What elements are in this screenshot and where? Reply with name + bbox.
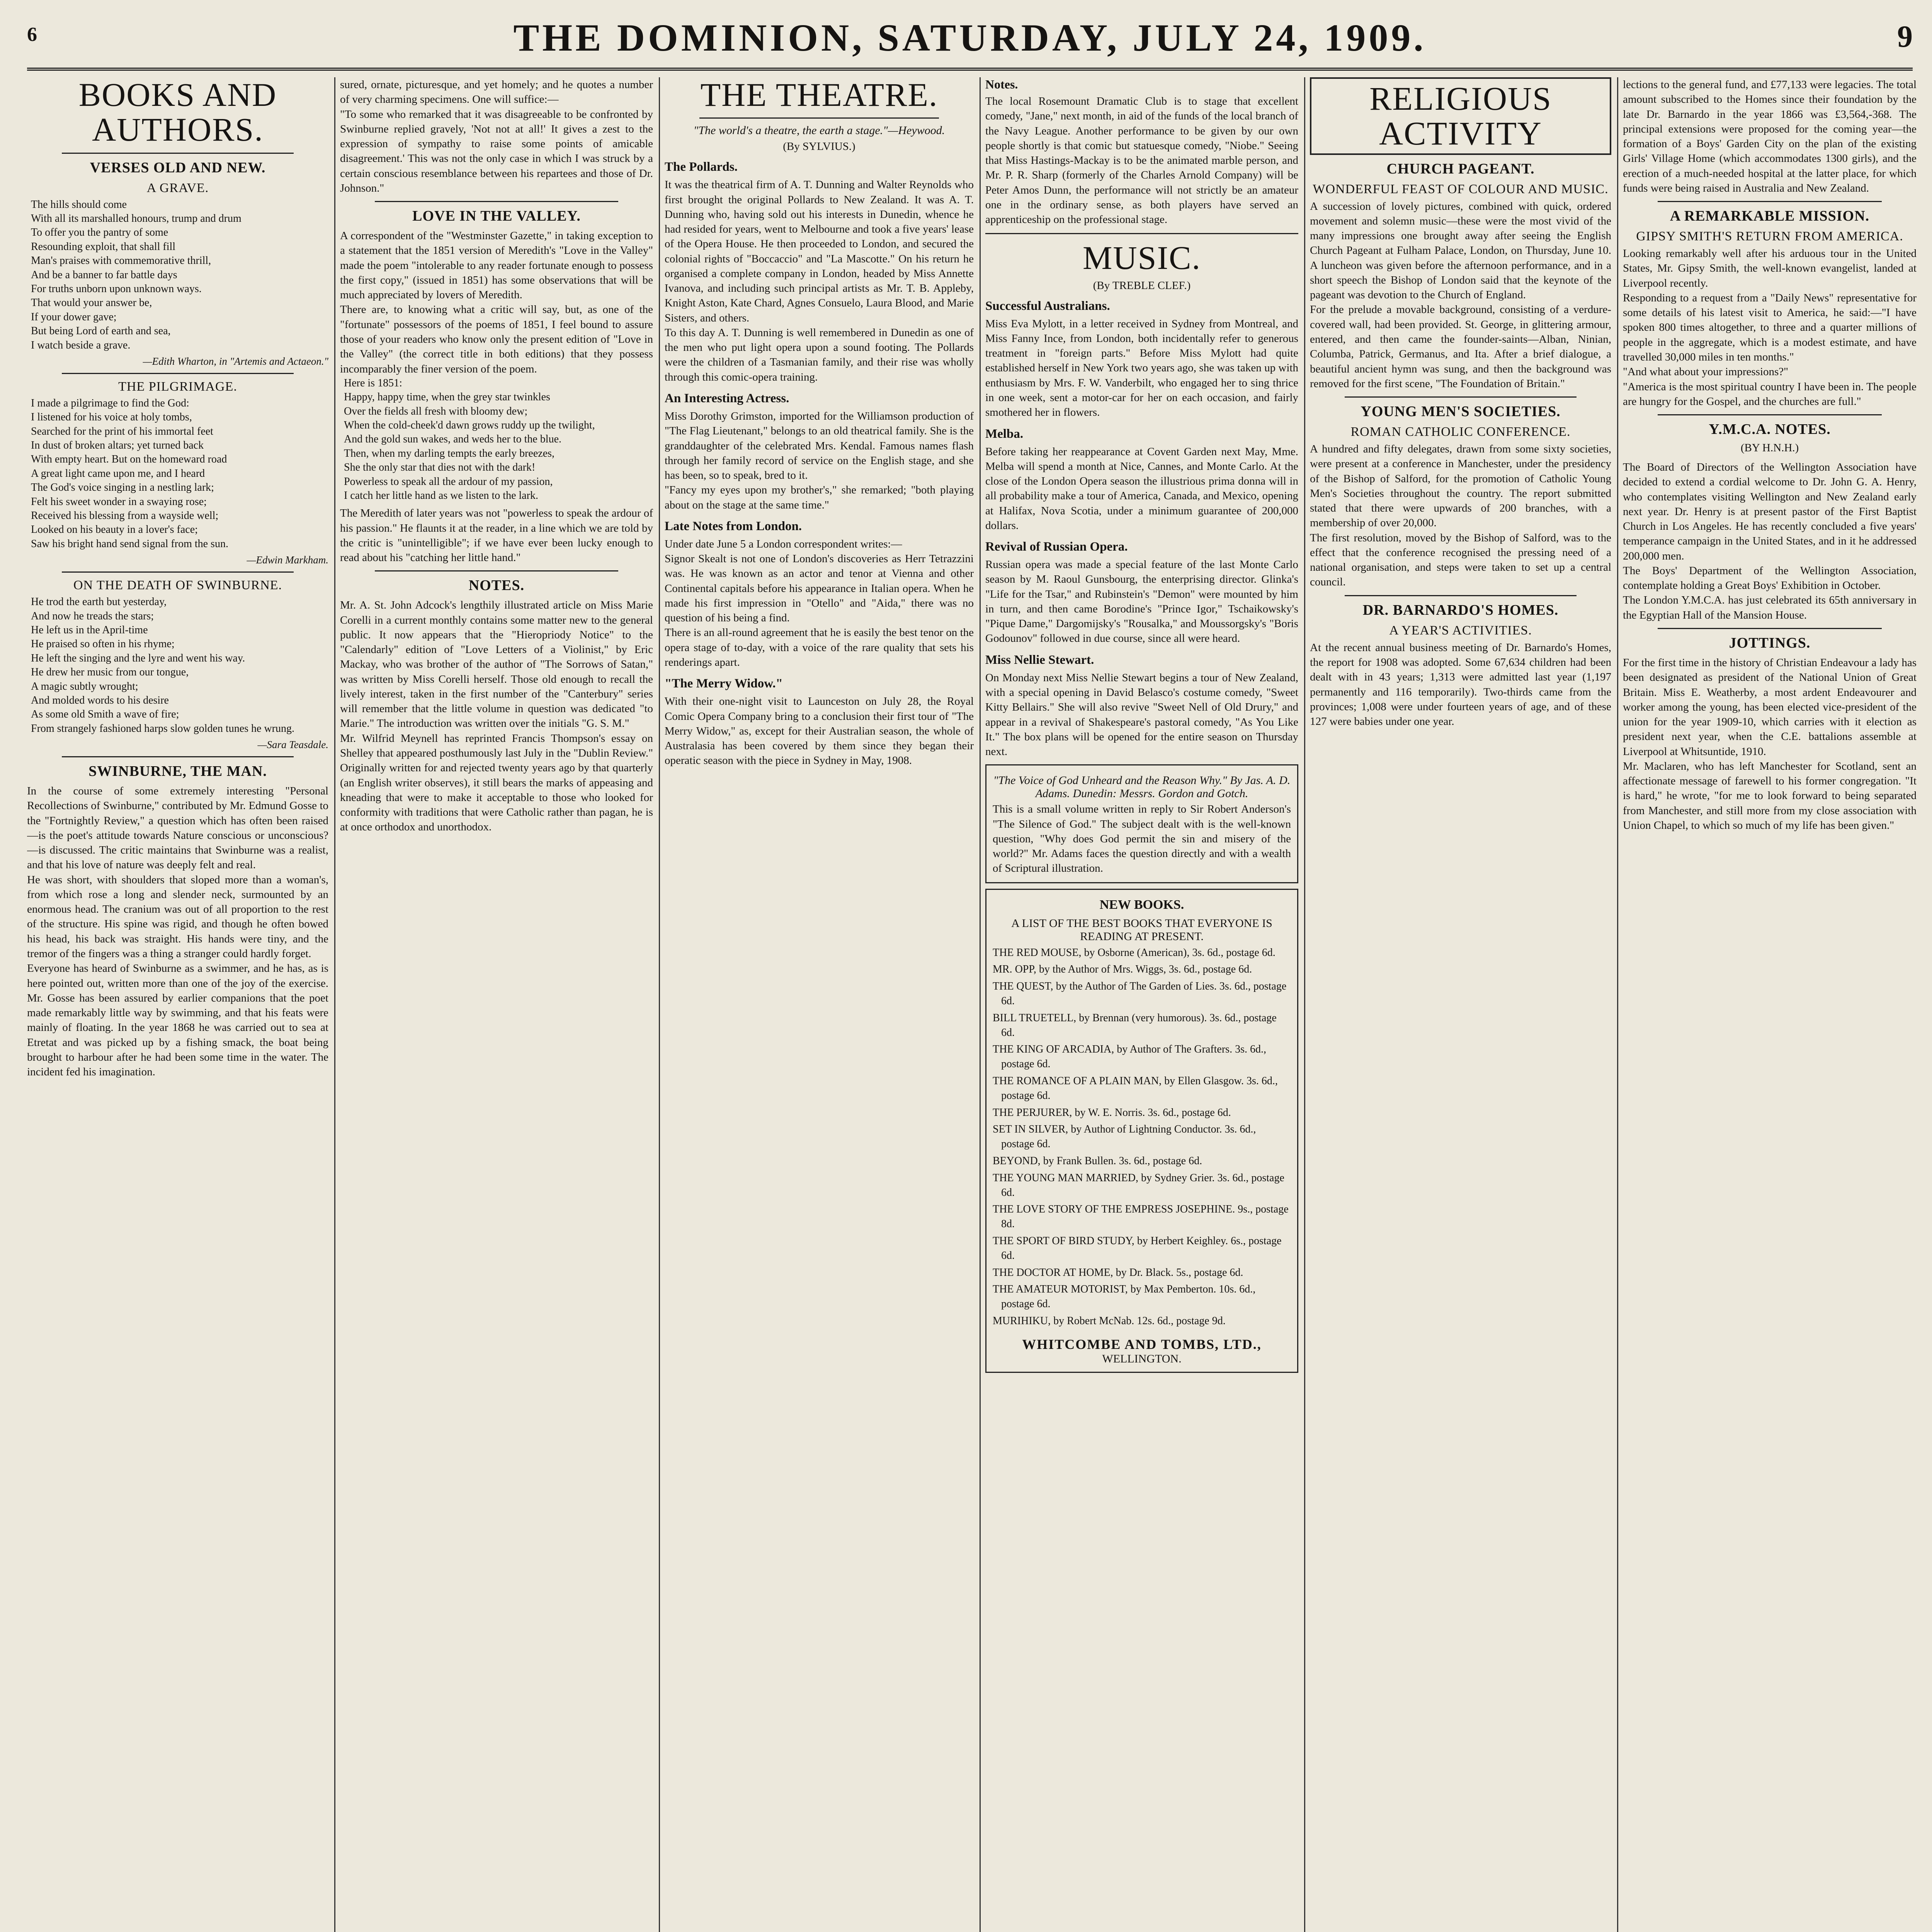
list-item: THE SPORT OF BIRD STUDY, by Herbert Keighley. 6s., postage 6d. <box>993 1235 1282 1262</box>
advert-subtitle: A LIST OF THE BEST BOOKS THAT EVERYONE IS READING AT PRESENT. <box>1011 917 1272 943</box>
subhead: Late Notes from London. <box>665 519 802 533</box>
rule <box>62 153 294 154</box>
heading: CHURCH PAGEANT. <box>1386 160 1535 177</box>
subhead: Miss Nellie Stewart. <box>985 653 1094 667</box>
poem-title-death-of-swinburne: ON THE DEATH OF SWINBURNE. <box>73 578 282 593</box>
subhead: Revival of Russian Opera. <box>985 540 1128 554</box>
heading: YOUNG MEN'S SOCIETIES. <box>1361 403 1561 420</box>
column-religious-continued <box>1623 77 1917 1932</box>
article-body: Miss Eva Mylott, in a letter received in Sydney from Montreal, and Miss Fanny Ince, from London, both incidentally refer to generous treatment in "foreign parts." Before Miss Mylott had quite established herself in New York two years ago, she was taken up with enthusiasm by Mrs. F. W. Vanderbilt, who engaged her to sing thrice in one week, sent a motor-car for her on each occasion, and fairly smothered her in flowers. <box>985 317 1298 419</box>
heading: JOTTINGS. <box>1729 634 1811 651</box>
byline: (By TREBLE CLEF.) <box>1093 279 1191 292</box>
page-number: 9 <box>1897 20 1913 54</box>
rule <box>1345 595 1577 596</box>
list-item: THE DOCTOR AT HOME, by Dr. Black. 5s., postage 6d. <box>993 1266 1243 1279</box>
rule <box>1658 414 1882 415</box>
list-item: THE LOVE STORY OF THE EMPRESS JOSEPHINE. 9s., postage 8d. <box>993 1203 1289 1230</box>
list-item: THE AMATEUR MOTORIST, by Max Pemberton. 10s. 6d., postage 6d. <box>993 1283 1256 1310</box>
subhead: "The Merry Widow." <box>665 677 783 691</box>
column-theatre <box>665 77 974 1932</box>
article-title-swinburne-the-man: SWINBURNE, THE MAN. <box>88 763 267 780</box>
article-body: Under date June 5 a London correspondent writes:— Signor Skealt is not one of London's discoveries as Herr Tetrazzini was. He was known as an actor and tenor at Vienna and other Continental capitals before his appearance in Italian opera. When he made his first impression in "Otello" and "Aida," there was no question of his being a find. There is an all-round agreement that he is easily the best tenor on the opera stage of to-day, with a voice of the rare quality that sets his renderings apart. <box>665 537 974 668</box>
rule <box>1658 628 1882 629</box>
column-divider <box>1304 77 1305 1932</box>
heading-verses: VERSES OLD AND NEW. <box>90 159 266 176</box>
column-divider <box>334 77 335 1932</box>
column-religious-activity <box>1310 77 1611 1932</box>
subhead: The Pollards. <box>665 160 738 174</box>
masthead-left: 6 <box>27 24 37 46</box>
masthead <box>27 15 1913 73</box>
column-books-continued <box>340 77 653 1932</box>
list-item: MR. OPP, by the Author of Mrs. Wiggs, 3s. 6d., postage 6d. <box>993 963 1252 976</box>
notes-body: Mr. A. St. John Adcock's lengthily illustrated article on Miss Marie Corelli in a current monthly contains some matter new to the general public. It now appears that the "Hieropriody Notice" to the "Calendarly" edition of "Love Letters of a Violinist," by Eric Mackay, who was brother of the author of "The Sorrows of Satan," was written by Miss Corelli herself. Those old enough to recall the lively interest, taken in the first number of the "Canterbury" series will remember that the little volume in question was dedicated "to Marie." The introduction was written over the initials "G. S. M." Mr. Wilfrid Meynell has reprinted Francis Thompson's essay on Shelley that appeared posthumously last July in the "Dublin Review." Originally written for and rejected twenty years ago by that quarterly (an English writer observes), it still bears the marks of appeasing and kneading that were to make it acceptable to those who looked for conformity with traditions that were Catholic rather than pagan, he is at once orthodox and unorthodox. <box>340 599 653 833</box>
article-body: It was the theatrical firm of A. T. Dunning and Walter Reynolds who first brought the original Pollards to New Zealand. It was A. T. Dunning who, having sold out his interests in Dunedin, whence he had resided for years, went to Melbourne and took a five years' lease of the Opera House. He then proceeded to London, and secured the colonial rights of "Boccaccio" and "La Mascotte." On his return he organised a complete company in London, headed by Miss Annette Ivanova, and including such principal artists as Mr. T. B. Appleby, Knight Aston, Kate Chard, Agnes Consuelo, Laura Blood, and Marie Sisters, and others. To this day A. T. Dunning is well remembered in Dunedin as one of the men who put light opera upon a sound footing. The Pollards were the children of a Tasmanian family, and their rise was wholly through this comic-opera training. <box>665 179 974 383</box>
poem-death-of-swinburne: He trod the earth but yesterday, And now he treads the stars; He left us in the April-time He praised so often in his rhyme; He left the singing and the lyre and went his way. He drew her music from our tongue, A magic subtly wrought; And molded words to his desire As some old Smith a wave of fire; From strangely fashioned harps slow golden tunes he wrung. <box>31 596 294 735</box>
subheading: WONDERFUL FEAST OF COLOUR AND MUSIC. <box>1313 182 1609 196</box>
byline: (By SYLVIUS.) <box>783 140 855 153</box>
list-item: BILL TRUETELL, by Brennan (very humorous). 3s. 6d., postage 6d. <box>993 1012 1277 1039</box>
column-divider <box>980 77 981 1932</box>
subhead: Melba. <box>985 427 1024 441</box>
review-title: "The Voice of God Unheard and the Reason Why." By Jas. A. D. Adams. Dunedin: Messrs. Gordon and Gotch. <box>993 774 1291 800</box>
list-item: MURIHIKU, by Robert McNab. 12s. 6d., postage 9d. <box>993 1315 1226 1327</box>
masthead-rule <box>27 68 1913 71</box>
section-title-religious: RELIGIOUS ACTIVITY <box>1310 77 1611 155</box>
article-body: Before taking her reappearance at Covent Garden next May, Mme. Melba will spend a month at Nice, Cannes, and Monte Carlo. At the close of the London Opera season the illustrious prima donna will in all probability make a tour of America, Canada, and Mexico, opening at Halifax, Nova Scotia, under a minimum guarantee of 200,000 dollars. <box>985 445 1298 532</box>
article-body: The Board of Directors of the Wellington Association have decided to extend a cordial welcome to Dr. John G. A. Henry, who contemplates visiting Wellington and New Zealand early next year. Dr. Henry is at present pastor of the First Baptist Church in Los Angeles. He has recently concluded a five years' temperance campaign in the United States, and in it he addressed 200,000 men. The Boys' Department of the Wellington Association, contemplate holding a Great Boys' Exhibition in October. The London Y.M.C.A. has just celebrated its 65th anniversary in the Egyptian Hall of the Mansion House. <box>1623 461 1917 621</box>
column-divider <box>659 77 660 1932</box>
poem-title-a-grave: A GRAVE. <box>146 180 209 195</box>
publisher-name: WHITCOMBE AND TOMBS, LTD., <box>1022 1336 1262 1352</box>
article-body: At the recent annual business meeting of Dr. Barnardo's Homes, the report for 1908 was adopted. Some 67,634 children had been dealt with in 43 years; 1,313 were admitted last year (1,197 permanently and 116 temporarily). Two-thirds came from the provinces; 1,008 were under fourteen years of age, and of these 127 were babies under one year. <box>1310 641 1611 728</box>
rule <box>62 571 294 573</box>
poem-a-grave: The hills should come With all its marshalled honours, trump and drum To offer you the pantry of some Resounding exploit, that shall fill Man's praises with commemorative thrill, And be a banner to far battle days For truths unborn upon unknown ways. That would your answer be, If your dower gave; But being Lord of earth and sea, I watch beside a grave. <box>31 198 242 351</box>
article-body: For the first time in the history of Christian Endeavour a lady has been designated as president of the National Union of Great Britain. Miss E. Weatherby, a most ardent Endeavourer and worker among the young, has been elected vice-president of the union for the year 1909-10, which carries with it election as president next year, when the C.E. battalions assemble at Liverpool at Whitsuntide, 1910. Mr. Maclaren, who has left Manchester for Scotland, sent an affectionate message of farewell to his former congregation. "It is hard," he wrote, "for me to look forward to being separated from Manchester, and still more from my close association with Union Chapel, to which so much of my life has been given." <box>1623 656 1917 832</box>
list-item: THE ROMANCE OF A PLAIN MAN, by Ellen Glasgow. 3s. 6d., postage 6d. <box>993 1075 1278 1102</box>
subhead: Successful Australians. <box>985 299 1110 313</box>
rule <box>699 117 939 119</box>
bookseller-advertisement <box>985 889 1298 1373</box>
rule <box>375 201 618 202</box>
byline: (BY H.N.H.) <box>1740 442 1799 454</box>
article-body: In the course of some extremely interesting "Personal Recollections of Swinburne," contributed by Mr. Edmund Gosse to the "Fortnightly Review," a question which has often been raised—is the poet's attitude towards Nature conscious or unconscious?—is discussed. The critic maintains that Swinburne was a realist, and that his love of nature was deeply felt and real. He was short, with shoulders that sloped more than a woman's, from which rose a long and slender neck, surmounted by an enormous head. The cranium was out of all proportion to the rest of the structure. His spine was rigid, and though he often bowed his head, his back was straight. His hands were tiny, and the tremor of the fingers was a thing a stranger could hardly forget. Everyone has heard of Swinburne as a swimmer, and he has, as is here pointed out, written more than one of the joy of the exercise. Mr. Gosse has been assured by earlier companions that the poet made remarkably little way by swimming, and that his feats were mainly of floating. In the year 1868 he was carried out to sea at Etretat and was picked up by a fishing smack, the boat being brought to harbour after he had been some time in the water. The incident fed his imagination. <box>27 785 328 1078</box>
section-title-theatre: THE THEATRE. <box>700 77 938 113</box>
epigraph: "The world's a theatre, the earth a stage."—Heywood. <box>693 124 945 137</box>
article-body: Russian opera was made a special feature of the last Monte Carlo season by M. Raoul Gunsbourg, the enterprising director. Glinka's "Life for the Tsar," and Rubinstein's "Demon" were mounted by him in turn, and then came Borodine's "Prince Igor," Tschaikowsky's "Pique Dame," Dargomijsky's "Rousalka," and Moussorgsky's "Boris Godounov" followed in due course, since all were heard. <box>985 558 1298 645</box>
subheading: GIPSY SMITH'S RETURN FROM AMERICA. <box>1636 229 1903 244</box>
article-body: A succession of lovely pictures, combined with quick, ordered movement and solemn music—these were the most vivid of the many impressions one brought away after seeing the English Church Pageant at Fulham Palace, London, on Thursday, June 10. A luncheon was given before the afternoon performance, and in a short speech the Bishop of London said that the keynote of the pageant was devotion to the Church of England. For the prelude a movable background, consisting of a verdure-covered wall, had been provided. St. George, in glittering armour, entered, and then came the founder-saints—Alban, Ninian, Columba, Patrick, Germanus, and Ita. After a brief dialogue, a beautiful ancient hymn was sung, and then the background was removed for the first scene, "The Foundation of Britain." <box>1310 200 1611 390</box>
poem-attribution: —Edith Wharton, in "Artemis and Actaeon." <box>143 355 328 367</box>
section-title-books: BOOKS AND AUTHORS. <box>78 77 277 148</box>
column-books-and-authors <box>27 77 328 1932</box>
list-item: THE KING OF ARCADIA, by Author of The Grafters. 3s. 6d., postage 6d. <box>993 1043 1266 1070</box>
heading: Y.M.C.A. NOTES. <box>1709 421 1831 438</box>
list-item: THE QUEST, by the Author of The Garden of Lies. 3s. 6d., postage 6d. <box>993 980 1287 1007</box>
book-list <box>993 946 1291 1328</box>
poem-attribution: —Edwin Markham. <box>247 554 328 566</box>
article-body: A correspondent of the "Westminster Gazette," in taking exception to a statement that the 1851 version of Meredith's "Love in the Valley" made the poem "intolerable to any reader fortunate enough to possess the first copy," (issued in 1851) has some observations that will be much appreciated by lovers of Meredith. There are, to knowing what a critic will say, but, as one of the "fortunate" possessors of the poems of 1851, I feel bound to assure those of your readers who know only the present edition of "Love in the Valley" (the correct title in both editions) that they possess incomparably the finer version of the poem. <box>340 230 653 375</box>
list-item: THE YOUNG MAN MARRIED, by Sydney Grier. 3s. 6d., postage 6d. <box>993 1172 1284 1199</box>
article-body: The Meredith of later years was not "powerless to speak the ardour of his passion." He flaunts it at the reader, in a line which we are told by the critic is "unintelligible"; if we have ever been lucky enough to read about his "catching her little hand." <box>340 507 653 564</box>
article-body: With their one-night visit to Launceston on July 28, the Royal Comic Opera Company bring to a conclusion their first tour of "The Merry Widow," as, except for their Australian season, the whole of Australasia has been covered by them since they began their operatic season with the piece in Sydney in May, 1908. <box>665 695 974 767</box>
book-review-box <box>985 764 1298 883</box>
poem-excerpt: Here is 1851: Happy, happy time, when the grey star twinkles Over the fields all fresh with bloomy dew; When the cold-cheek'd dawn grows ruddy up the twilight, And the gold sun wakes, and weds her to the blue. Then, when my darling tempts the early breezes, She the only star that dies not with the dark! Powerless to speak all the ardour of my passion, I catch her little hand as we listen to the lark. <box>344 377 595 502</box>
heading: A REMARKABLE MISSION. <box>1670 208 1870 224</box>
column-music <box>985 77 1298 1932</box>
column-divider <box>1617 77 1618 1932</box>
advert-title: NEW BOOKS. <box>1099 897 1184 912</box>
rule <box>985 233 1298 234</box>
poem-title-pilgrimage: THE PILGRIMAGE. <box>118 379 237 394</box>
article-continued: lections to the general fund, and £77,133 were legacies. The total amount subscribed to the Homes since their foundation by the late Dr. Barnardo in the year 1866 was £3,564,-368. The principal extensions were proposed for the coming year—the formation of a Boys' Garden City on the plan of the existing Girls' Village Home (which accommodates 1300 girls), and the erection of a much-needed hospital at the latter place, for which funds were being raised in Australia and New Zealand. <box>1623 78 1917 194</box>
rule <box>62 373 294 374</box>
heading-notes: NOTES. <box>468 577 525 594</box>
article-title-love-in-the-valley: LOVE IN THE VALLEY. <box>412 208 581 224</box>
article-continued: sured, ornate, picturesque, and yet homely; and he quotes a number of very charming specimens. One will suffice:— "To some who remarked that it was disagreeable to be confronted by Swinburne replied gravely, 'Not not at all!' It gives a zest to the expression of sympathy to raise some points of amicable disagreement.' This was not the only case in which I was struck by a certain conscious resemblance between his repartees and those of Dr. Johnson." <box>340 78 653 194</box>
list-item: BEYOND, by Frank Bullen. 3s. 6d., postage 6d. <box>993 1155 1202 1167</box>
list-item: THE PERJURER, by W. E. Norris. 3s. 6d., postage 6d. <box>993 1106 1231 1119</box>
subhead: Notes. <box>985 77 1018 91</box>
list-item: THE RED MOUSE, by Osborne (American), 3s. 6d., postage 6d. <box>993 946 1276 959</box>
masthead-title: THE DOMINION, SATURDAY, JULY 24, 1909. <box>513 16 1427 59</box>
list-item: SET IN SILVER, by Author of Lightning Conductor. 3s. 6d., postage 6d. <box>993 1123 1256 1150</box>
poem-pilgrimage: I made a pilgrimage to find the God: I listened for his voice at holy tombs, Searched for the print of his immortal feet In dust of broken altars; yet turned back With empty heart. But on the homeward road A great light came upon me, and I heard The God's voice singing in a nestling lark; Felt his sweet wonder in a swaying rose; Received his blessing from a wayside well; Looked on his beauty in a lover's face; Saw his bright hand send signal from the sun. <box>31 397 228 550</box>
rule <box>1345 396 1577 398</box>
publisher-city: WELLINGTON. <box>1102 1352 1182 1365</box>
article-body: Looking remarkably well after his arduous tour in the United States, Mr. Gipsy Smith, the well-known evangelist, landed at Liverpool recently. Responding to a request from a "Daily News" representative for some details of his latest visit to America, he said:—"I have spoken 800 times altogether, to three and a quarter millions of people in the aggregate, which is a modest estimate, and have travelled 30,000 miles in ten months." "And what about your impressions?" "America is the most spiritual country I have been in. The people are hungry for the Gospel, and the churches are full." <box>1623 247 1917 408</box>
rule <box>375 570 618 571</box>
subheading: A YEAR'S ACTIVITIES. <box>1389 623 1532 638</box>
rule <box>1658 201 1882 202</box>
article-body: On Monday next Miss Nellie Stewart begins a tour of New Zealand, with a special opening in David Belasco's costume comedy, "Sweet Kitty Bellairs." She will also revive "Sweet Nell of Old Drury," and appear in a revival of Shakespeare's pastoral comedy, "As You Like It." The box plans will be opened for the entire season on Thursday next. <box>985 671 1298 758</box>
review-body: This is a small volume written in reply to Sir Robert Anderson's "The Silence of God." The subject dealt with is the well-known question, "Why does God permit the sin and misery of the world?" Mr. Adams faces the question directly and with a wealth of Scriptural illustration. <box>993 803 1291 875</box>
section-title-music: MUSIC. <box>1083 239 1201 277</box>
subhead: An Interesting Actress. <box>665 391 789 406</box>
article-body: A hundred and fifty delegates, drawn from some sixty societies, were present at a conference in Manchester, under the presidency of the Bishop of Salford, for the promotion of Catholic Young Men's Societies throughout the country. The report submitted stated that there were upwards of 200 branches, with a membership of over 20,000. The first resolution, moved by the Bishop of Salford, was to the effect that the conference recognised the pressing need of a national organisation, and steps were taken to set up a central council. <box>1310 443 1611 588</box>
article-body: Miss Dorothy Grimston, imported for the Williamson production of "The Flag Lieutenant," belongs to an old theatrical family. She is the granddaughter of the celebrated Mrs. Kendal. Famous names flash through her family record of service on the English stage, and she has been, so to speak, bred to it. "Fancy my eyes upon my brother's," she remarked; "both playing about on the stage at the same time." <box>665 410 974 511</box>
subheading: ROMAN CATHOLIC CONFERENCE. <box>1350 425 1571 439</box>
article-body: The local Rosemount Dramatic Club is to stage that excellent comedy, "Jane," next month, in aid of the funds of the local branch of the Navy League. Another performance to be given by our own people shortly is that comic but statuesque comedy, "Niobe." Seeing that Miss Hastings-Mackay is to be the animated marble person, and Mr. P. R. Sharp (formerly of the Charles Arnold Company) will be Peter Amos Dunn, the performance will not strictly be an amateur one in the ordinary sense, as both players have served an apprenticeship on the professional stage. <box>985 95 1298 226</box>
rule <box>62 756 294 757</box>
heading: DR. BARNARDO'S HOMES. <box>1362 602 1559 618</box>
poem-attribution: —Sara Teasdale. <box>257 739 328 751</box>
